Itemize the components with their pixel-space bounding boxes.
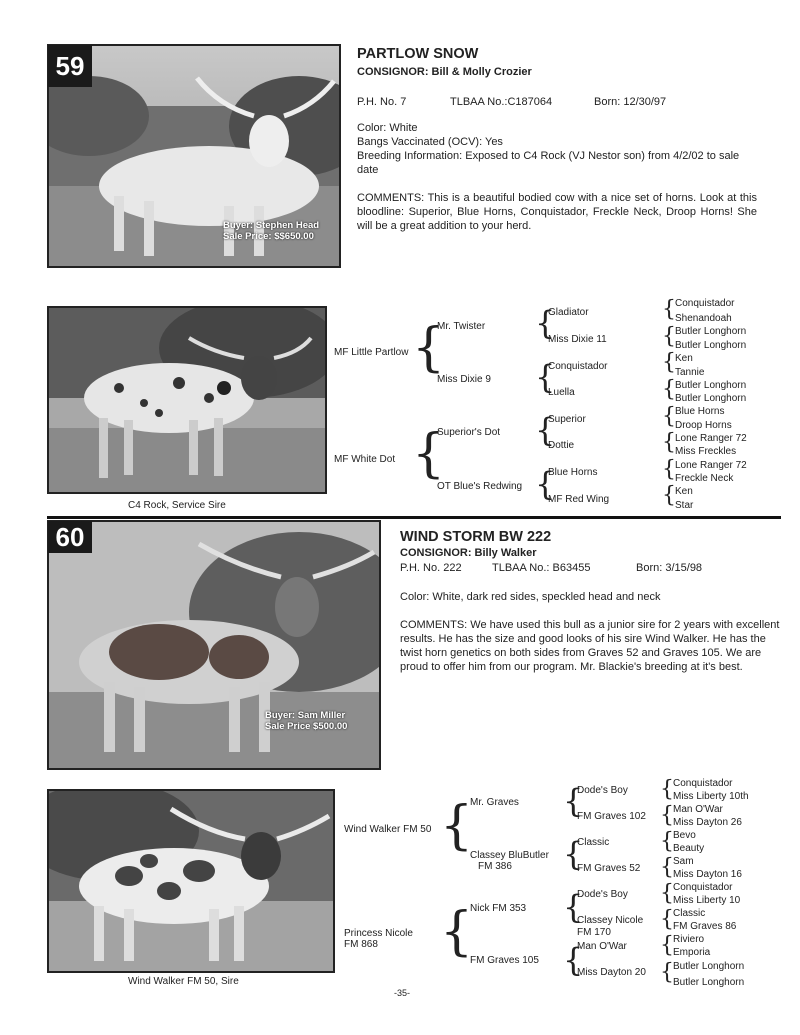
pedigree-gen4: Miss Freckles [675,446,737,457]
pedigree-gen4: Butler Longhorn [675,380,747,391]
pedigree-gen3: Man O'War [577,941,627,952]
pedigree-dam: FM 868 [344,939,378,950]
comments: COMMENTS: We have used this bull as a junior sire for 2 years with excellent results. He has the size and good looks of his sire Wind Walker. He has the twist horn genetics on both sides from Graves 52 and Graves 105. We are proud to offer him from our program. Mr. Blackie's breeding at it's best. [400,619,780,673]
sale-price: Sale Price $500.00 [265,721,348,732]
lot-number-badge: 59 [48,45,92,87]
pedigree-brace: { [412,424,446,484]
pedigree-gen4: Man O'War [673,804,723,815]
pedigree-gen4: Butler Longhorn [675,326,747,337]
pedigree-brace: { [440,796,474,856]
pedigree-gen2: FM Graves 105 [470,955,539,966]
pedigree-gen4: Conquistador [673,778,733,789]
consignor: CONSIGNOR: Bill & Molly Crozier [357,66,532,78]
sale-price: Sale Price: $$650.00 [223,231,314,242]
pedigree-gen2: Nick FM 353 [470,903,527,914]
pedigree-gen2: Superior's Dot [437,427,501,438]
pedigree-brace: { [412,318,446,378]
pedigree-gen4: Miss Dayton 26 [673,817,742,828]
pedigree-gen4: Miss Liberty 10th [673,791,749,802]
pedigree-gen3: Gladiator [548,307,589,318]
pedigree-caption: Wind Walker FM 50, Sire [128,976,239,987]
ph-number: P.H. No. 7 [357,96,407,108]
pedigree-gen2: Classey BluButler [470,850,549,861]
pedigree-gen3: FM Graves 52 [577,863,641,874]
pedigree-gen4: Droop Horns [675,420,732,431]
pedigree-brace: { [662,324,676,349]
pedigree-brace: { [535,465,556,503]
pedigree-gen4: Butler Longhorn [675,340,747,351]
color-info: Color: White [357,122,418,134]
pedigree-gen4: Bevo [673,830,696,841]
pedigree-sire: Wind Walker FM 50 [344,824,432,835]
pedigree-brace: { [662,457,676,482]
pedigree-gen4: Butler Longhorn [673,961,745,972]
pedigree-brace: { [440,902,474,962]
pedigree-gen3: Dottie [548,440,575,451]
pedigree-gen4: Beauty [673,843,705,854]
pedigree-gen3: FM 170 [577,927,611,938]
pedigree-brace: { [535,411,556,449]
birth-date: Born: 3/15/98 [636,562,703,574]
pedigree-gen3: FM Graves 102 [577,811,646,822]
pedigree-gen4: Riviero [673,934,705,945]
pedigree-gen4: Miss Liberty 10 [673,895,741,906]
ph-number: P.H. No. 222 [400,562,462,574]
pedigree-gen3: Blue Horns [548,467,598,478]
buyer-name: Buyer: Sam Miller [265,710,346,721]
pedigree-gen3: Dode's Boy [577,889,628,900]
bull-photo-illustration [49,308,325,492]
lot-title: WIND STORM BW 222 [400,529,552,545]
pedigree-gen4: Classic [673,908,706,919]
pedigree-brace: { [563,835,584,873]
pedigree-gen4: Ken [675,353,693,364]
consignor: CONSIGNOR: Billy Walker [400,547,537,559]
pedigree-gen4: Shenandoah [675,313,732,324]
color-info: Color: White, dark red sides, speckled head and neck [400,591,661,603]
section-divider [47,516,781,519]
pedigree-gen4: Lone Ranger 72 [675,460,747,471]
pedigree-brace: { [662,404,676,429]
pedigree-gen3: Dode's Boy [577,785,628,796]
pedigree-gen3: Superior [548,414,586,425]
pedigree-gen2: Mr. Twister [437,321,486,332]
pedigree-gen3: Classic [577,837,610,848]
pedigree-brace: { [563,782,584,820]
service-sire-photo [47,306,327,494]
page-number: -35- [394,988,411,998]
pedigree-gen4: Star [675,500,694,511]
pedigree-gen3: Classey Nicole [577,915,644,926]
bull-photo-illustration [49,791,333,971]
pedigree-gen3: MF Red Wing [548,494,610,505]
pedigree-gen3: Conquistador [548,361,608,372]
bangs-info: Bangs Vaccinated (OCV): Yes [357,136,503,148]
pedigree-brace: { [563,941,584,979]
pedigree-brace: { [660,933,674,958]
breeding-info: Breeding Information: Exposed to C4 Rock (VJ Nestor son) from 4/2/02 to sale date [357,150,740,176]
pedigree-brace: { [660,829,674,854]
pedigree-gen4: Emporia [673,947,711,958]
birth-date: Born: 12/30/97 [594,96,667,108]
pedigree-brace: { [662,483,676,508]
buyer-name: Buyer: Stephen Head [223,220,320,231]
pedigree-brace: { [662,377,676,402]
pedigree-gen4: Conquistador [673,882,733,893]
tlbaa-number: TLBAA No.:C187064 [450,96,553,108]
pedigree-gen4: Ken [675,486,693,497]
comments: COMMENTS: This is a beautiful bodied cow with a nice set of horns. Look at this bloodline: Superior, Blue Horns, Conquistador, Freckle Neck, Droop Horns! She will be a great addition to your herd. [357,192,757,232]
pedigree-brace: { [535,358,556,396]
pedigree-brace: { [660,777,674,802]
pedigree-gen4: Blue Horns [675,406,725,417]
pedigree-brace: { [662,430,676,455]
pedigree-brace: { [660,960,674,985]
pedigree-gen4: Freckle Neck [675,473,734,484]
pedigree-gen3: Miss Dixie 11 [548,334,607,345]
pedigree-caption: C4 Rock, Service Sire [128,500,226,511]
tlbaa-number: TLBAA No.: B63455 [492,562,591,574]
pedigree-gen4: Conquistador [675,298,735,309]
pedigree-gen4: Butler Longhorn [675,393,747,404]
pedigree-gen4: FM Graves 86 [673,921,737,932]
pedigree-brace: { [660,855,674,880]
lot-60-photo [47,520,381,770]
pedigree-brace: { [662,297,676,322]
pedigree-gen4: Sam [673,856,694,867]
pedigree-brace: { [660,907,674,932]
pedigree-gen4: Miss Dayton 16 [673,869,742,880]
sire-photo [47,789,335,973]
pedigree-brace: { [660,803,674,828]
pedigree-dam: MF White Dot [334,454,396,465]
pedigree-dam: Princess Nicole [344,928,413,939]
lot-number-badge: 60 [48,521,92,553]
pedigree-gen2: FM 386 [478,861,512,872]
pedigree-brace: { [662,350,676,375]
pedigree-gen2: Mr. Graves [470,797,519,808]
pedigree-gen4: Tannie [675,367,705,378]
lot-title: PARTLOW SNOW [357,46,479,62]
pedigree-brace: { [535,304,556,342]
pedigree-brace: { [563,888,584,926]
pedigree-gen4: Lone Ranger 72 [675,433,747,444]
pedigree-gen4: Butler Longhorn [673,977,745,988]
pedigree-gen2: OT Blue's Redwing [437,481,523,492]
pedigree-gen3: Luella [548,387,575,398]
pedigree-sire: MF Little Partlow [334,347,409,358]
pedigree-gen2: Miss Dixie 9 [437,374,491,385]
pedigree-gen3: Miss Dayton 20 [577,967,646,978]
pedigree-brace: { [660,881,674,906]
